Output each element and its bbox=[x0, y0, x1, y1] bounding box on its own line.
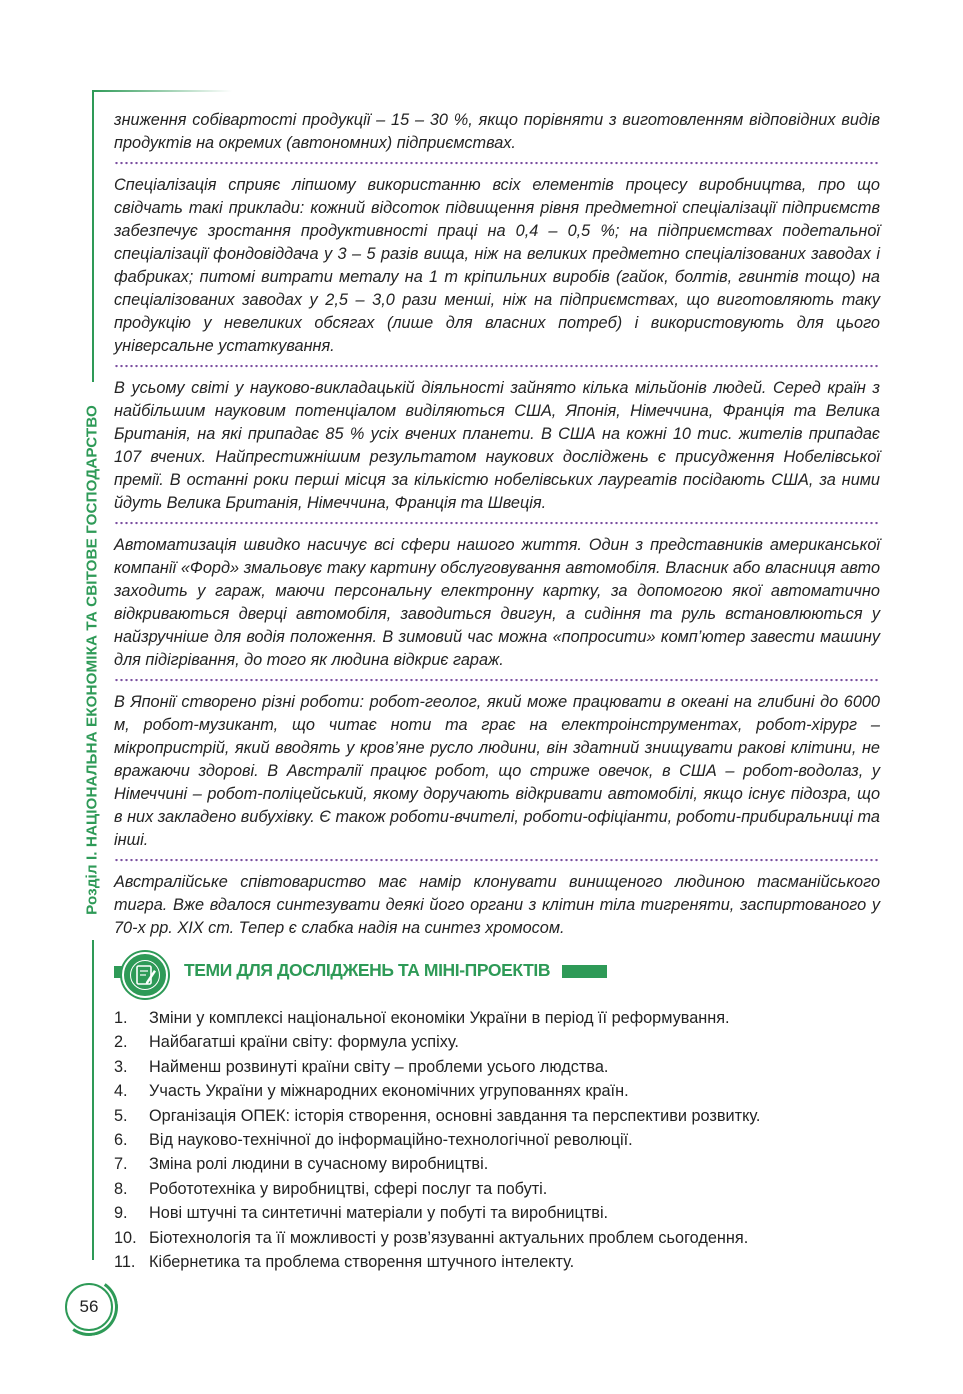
list-item: 7. Зміна ролі людини в сучасному виробництві. bbox=[114, 1155, 489, 1174]
list-item: 9. Нові штучні та синтетичні матеріали у побуті та виробництві. bbox=[114, 1204, 609, 1223]
list-item: 6. Від науково-технічної до інформаційно-технологічної революції. bbox=[114, 1131, 633, 1150]
dotted-separator bbox=[114, 679, 880, 682]
text-block: В Японії створено різні роботи: робот-геолог, який може працювати в океані на глибині до 6000 м, робот-музикант, що читає ноти та грає на електроінструментах, робот-хірург – мікропристрій, який вводять у кров’яне русло людини, він здатний знищувати ракові клітини, не вражаючи здорові. В Австралії працює робот, що стриже овечок, в США – робот-водолаз, у Німеччині – робот-поліцейський, якому доручають відкривати автомобілі, якщо існує підозра, що в них закладено вибухівку. Є також роботи-вчителі, роботи-офіціанти, роботи-прибиральниці та інші. bbox=[114, 693, 880, 849]
page-number: 56 bbox=[79, 1297, 99, 1316]
list-item: 5. Організація ОПЕК: історія створення, основні завдання та перспективи розвитку. bbox=[114, 1106, 761, 1125]
dotted-separator bbox=[114, 162, 880, 165]
list-item: 11. Кібернетика та проблема створення штучного інтелекту. bbox=[114, 1253, 575, 1272]
text-block: Спеціалізація сприяє ліпшому використанню всіх елементів процесу виробництва, про що свідчать такі приклади: кожний відсоток підвищення рівня предметної спеціалізації підприємств забезпечує зростання продуктивності праці на 0,4 – 0,5 %; на підприємствах подетальної спеціалізації фондовіддача у 3 – 5 разів вища, ніж на великих предметно спеціалізованих заводах і фабриках; питомі витрати металу на 1 т кріпильних виробів (гайок, болтів, гвинтів тощо) на спеціалізованих заводах у 2,5 – 3,0 рази менші, ніж на підприємствах, що виготовляють таку продукцію у невеликих обсягах (лише для власних потреб) і використовують для цього універсальне устаткування. bbox=[114, 176, 880, 355]
section-side-title: Розділ І. НАЦІОНАЛЬНА ЕКОНОМІКА ТА СВІТОВЕ ГОСПОДАРСТВО bbox=[83, 405, 101, 915]
list-item: 4. Участь України у міжнародних економічних угрупованнях країн. bbox=[114, 1082, 629, 1101]
text-block: Австралійське співтовариство має намір клонувати винищеного людиною тасманійського тигра. Вже вдалося синтезувати деякі його органи з клітин тіла тигреняти, заспиртованого у 70-х рр. XIX ст. Тепер є слабка надія на синтез хромосом. bbox=[114, 873, 880, 937]
pencil-notebook-icon bbox=[122, 952, 168, 998]
header-bar-right bbox=[562, 965, 607, 978]
list-item: 2. Найбагатші країни світу: формула успіху. bbox=[114, 1033, 459, 1052]
topics-list bbox=[114, 1006, 874, 1274]
list-item: 3. Найменш розвинуті країни світу – проблеми усього людства. bbox=[114, 1057, 609, 1076]
dotted-separator bbox=[114, 859, 880, 862]
main-content bbox=[114, 109, 880, 940]
topics-section-header bbox=[122, 952, 612, 994]
text-block: Автоматизація швидко насичує всі сфери нашого життя. Один з представників американської компанії «Форд» змальовує таку картину обслуговування автомобіля. Власник або власниця авто заходить у гараж, маючи персональну електронну картку, за допомогою якої автоматично відкриваються дверці автомобіля, заводиться двигун, а сидіння та руль встановлюються у найзручніше для водія положення. В зимовий час можна «попросити» комп’ютер завести машину для підігрівання, до того як людина відкриє гараж. bbox=[114, 536, 880, 669]
top-rule bbox=[92, 90, 232, 92]
section-title: ТЕМИ ДЛЯ ДОСЛІДЖЕНЬ ТА МІНІ-ПРОЕКТІВ bbox=[184, 960, 551, 980]
list-item: 8. Робототехніка у виробництві, сфері послуг та побуті. bbox=[114, 1179, 548, 1198]
left-rule-bottom bbox=[92, 940, 94, 1260]
text-block: зниження собівартості продукції – 15 – 30 %, якщо порівняти з виготовленням відповідних видів продуктів на окремих (автономних) підприємствах. bbox=[114, 111, 880, 152]
list-item: 1. Зміни у комплексі національної економіки України в період її реформування. bbox=[114, 1009, 730, 1027]
dotted-separator bbox=[114, 365, 880, 368]
dotted-separator bbox=[114, 522, 880, 525]
left-rule-top bbox=[92, 90, 94, 382]
text-block: В усьому світі у науково-викладацькій діяльності зайнято кілька мільйонів людей. Серед країн з найбільшим науковим потенціалом виділяються США, Японія, Німеччина, Франція та Велика Британія, на які припадає 85 % усіх вчених планети. В США на кожні 10 тис. жителів припадає 107 вчених. Найпрестижнішим результатом наукових досліджень є присудження Нобелівської премії. В останні роки перші місця за кількістю нобелівських лауреатів посідають США, за ними йдуть Велика Британія, Німеччина, Франція та Швеція. bbox=[114, 379, 880, 512]
list-item: 10. Біотехнологія та її можливості у розв’язуванні актуальних проблем сьогодення. bbox=[114, 1228, 749, 1247]
